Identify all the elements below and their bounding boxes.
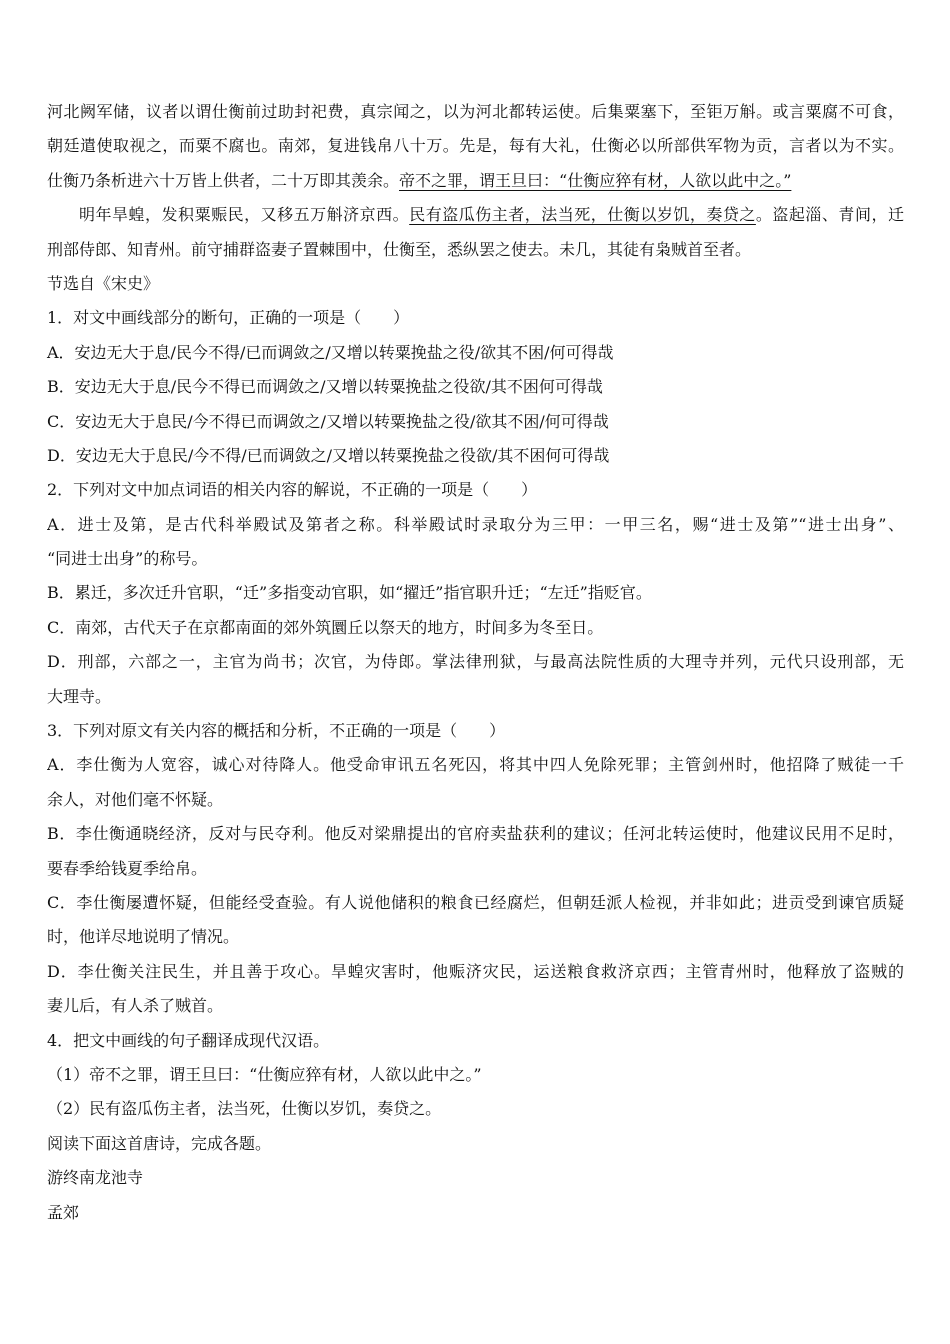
text-segment: D．安边无大于息民/今不得/已而调敛之/又增以转粟挽盐之役欲/其不困何可得哉 <box>47 445 610 465</box>
text-segment: A．安边无大于息/民今不得/已而调敛之/又增以转粟挽盐之役/欲其不困/何可得哉 <box>47 342 614 362</box>
answer-option-line <box>47 442 904 476</box>
text-line <box>47 992 904 1026</box>
text-segment: 余人，对他们毫不怀疑。 <box>47 789 224 809</box>
text-line <box>47 132 904 166</box>
answer-option-line <box>47 511 904 545</box>
answer-option-line <box>47 579 904 613</box>
text-segment: C．李仕衡屡遭怀疑，但能经受查验。有人说他储积的粮食已经腐烂，但朝廷派人检视，并非如此；进贡受到谏官质疑 <box>47 892 904 912</box>
text-line <box>47 855 904 889</box>
text-segment: A．进士及第，是古代科举殿试及第者之称。科举殿试时录取分为三甲：一甲三名，赐“进士及第”“进士出身”、 <box>47 514 904 534</box>
text-segment: 刑部侍郎、知青州。前守捕群盗妻子置棘围中，仕衡至，悉纵罢之使去。未几，其徒有枭贼首至者。 <box>47 239 752 259</box>
text-line <box>47 1095 904 1129</box>
text-line <box>47 545 904 579</box>
text-line <box>47 167 904 201</box>
text-line <box>47 270 904 304</box>
text-segment: （2）民有盗瓜伤主者，法当死，仕衡以岁饥，奏贷之。 <box>47 1099 442 1119</box>
text-segment: D．李仕衡关注民生，并且善于攻心。旱蝗灾害时，他赈济灾民，运送粮食救济京西；主管青州时，他释放了盗贼的 <box>47 961 904 981</box>
text-segment: 孟郊 <box>47 1202 80 1222</box>
text-segment: D．刑部，六部之一，主官为尚书；次官，为侍郎。掌法律刑狱，与最高法院性质的大理寺并列，元代只设刑部，无 <box>47 652 904 672</box>
text-line <box>47 1164 904 1198</box>
text-segment: B．安边无大于息/民今不得已而调敛之/又增以转粟挽盐之役欲/其不困何可得哉 <box>47 377 603 397</box>
text-line <box>47 236 904 270</box>
text-segment: 朝廷遣使取视之，而粟不腐也。南郊，复进钱帛八十万。先是，每有大礼，仕衡必以所部供军物为贡，言者以为不实。 <box>47 136 904 156</box>
text-line <box>47 1027 904 1061</box>
text-segment: 3．下列对原文有关内容的概括和分析，不正确的一项是（ ） <box>47 721 506 741</box>
text-segment: A．李仕衡为人宽容，诚心对待降人。他受命审讯五名死囚，将其中四人免除死罪；主管剑州时，他招降了贼徒一千 <box>47 755 904 775</box>
text-segment: 。盗起淄、青间，迁 <box>755 205 904 225</box>
answer-option-line <box>47 408 904 442</box>
text-segment: 明年旱蝗，发积粟赈民，又移五万斛济京西。 <box>79 205 410 225</box>
text-line <box>47 1199 904 1233</box>
text-segment: 1．对文中画线部分的断句，正确的一项是（ ） <box>47 308 410 328</box>
text-line <box>47 1061 904 1095</box>
text-line <box>47 786 904 820</box>
text-segment: B．累迁，多次迁升官职，“迁”多指变动官职，如“擢迁”指官职升迁；“左迁”指贬官。 <box>47 583 652 603</box>
answer-option-line <box>47 958 904 992</box>
answer-option-line <box>47 648 904 682</box>
underlined-sentence: 帝不之罪，谓王旦曰：“仕衡应猝有材，人欲以此中之。” <box>399 170 792 190</box>
text-segment: 时，他详尽地说明了情况。 <box>47 927 240 947</box>
text-segment: C．安边无大于息民/今不得已而调敛之/又增以转粟挽盐之役/欲其不困/何可得哉 <box>47 411 609 431</box>
text-segment: B．李仕衡通晓经济，反对与民夺利。他反对梁鼎提出的官府卖盐获利的建议；任河北转运使时，他建议民用不足时， <box>47 824 904 844</box>
answer-option-line <box>47 614 904 648</box>
text-line <box>47 98 904 132</box>
text-segment: 2．下列对文中加点词语的相关内容的解说，不正确的一项是（ ） <box>47 480 538 500</box>
answer-option-line <box>47 373 904 407</box>
text-line <box>47 1130 904 1164</box>
answer-option-line <box>47 889 904 923</box>
text-segment: 4．把文中画线的句子翻译成现代汉语。 <box>47 1030 330 1050</box>
document-body <box>47 98 904 1233</box>
text-segment: 节选自《宋史》 <box>47 273 160 293</box>
text-segment: （1）帝不之罪，谓王旦曰：“仕衡应猝有材，人欲以此中之。” <box>47 1064 482 1084</box>
text-line <box>47 304 904 338</box>
text-segment: 仕衡乃条析进六十万皆上供者，二十万即其羡余。 <box>47 170 400 190</box>
text-line <box>47 683 904 717</box>
answer-option-line <box>47 820 904 854</box>
underlined-sentence: 民有盗瓜伤主者，法当死，仕衡以岁饥，奏贷之 <box>409 205 756 225</box>
text-line <box>47 476 904 510</box>
answer-option-line <box>47 339 904 373</box>
text-segment: 河北阙军储，议者以谓仕衡前过助封祀费，真宗闻之，以为河北都转运使。后集粟塞下，至钜万斛。或言粟腐不可食， <box>47 102 904 121</box>
text-line <box>47 923 904 957</box>
text-line <box>47 201 904 235</box>
text-segment: C．南郊，古代天子在京都南面的郊外筑圜丘以祭天的地方，时间多为冬至日。 <box>47 617 604 637</box>
text-segment: 要春季给钱夏季给帛。 <box>47 858 208 878</box>
text-line <box>47 717 904 751</box>
answer-option-line <box>47 751 904 785</box>
text-segment: 大理寺。 <box>47 686 112 706</box>
text-segment: 阅读下面这首唐诗，完成各题。 <box>47 1133 272 1153</box>
text-segment: 妻儿后，有人杀了贼首。 <box>47 996 224 1016</box>
text-segment: 游终南龙池寺 <box>47 1168 144 1188</box>
text-segment: “同进士出身”的称号。 <box>47 549 208 569</box>
